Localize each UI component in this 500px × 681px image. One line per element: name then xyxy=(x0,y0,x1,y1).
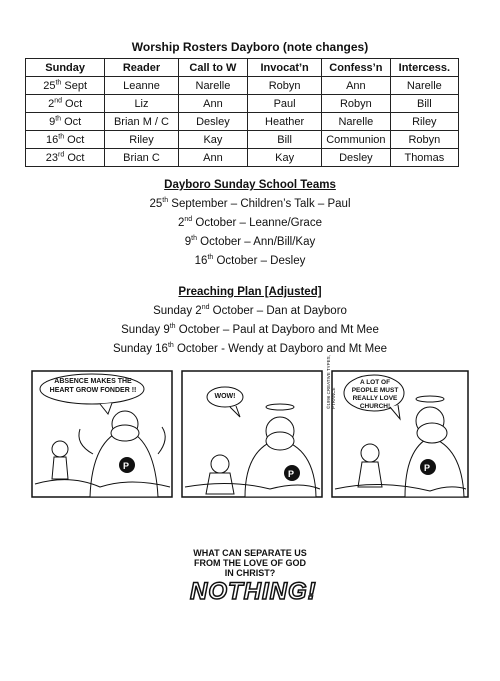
item-prefix: Sunday 16 xyxy=(112,343,168,355)
item-prefix: Sunday 2 xyxy=(153,305,202,317)
roster-cell: Kay xyxy=(178,131,247,149)
preaching-section xyxy=(0,283,500,359)
sunday-school-item xyxy=(0,233,500,252)
roster-cell: Desley xyxy=(322,149,391,167)
nothing-big-text: NOTHING! xyxy=(190,578,317,605)
sunday-school-item xyxy=(0,214,500,233)
nothing-graphic xyxy=(190,548,317,630)
roster-cell: Paul xyxy=(248,95,322,113)
roster-cell: Narelle xyxy=(390,77,458,95)
item-day: 9 xyxy=(184,236,192,248)
roster-date-cell xyxy=(26,95,105,113)
date-suffix: th xyxy=(55,114,62,122)
roster-cell: Narelle xyxy=(178,77,247,95)
item-suffix: th xyxy=(191,235,197,243)
date-month: Oct xyxy=(64,133,85,146)
item-text: October – Ann/Bill/Kay xyxy=(196,236,316,248)
nothing-question: WHAT CAN SEPARATE US FROM THE LOVE OF GOD IN CHRIST? xyxy=(193,548,307,578)
roster-cell: Brian M / C xyxy=(105,113,178,131)
roster-cell: Heather xyxy=(248,113,322,131)
sunday-school-item xyxy=(0,252,500,271)
item-suffix: th xyxy=(162,197,169,205)
item-suffix: th xyxy=(169,323,176,331)
item-text: October - Wendy at Dayboro and Mt Mee xyxy=(173,343,388,355)
date-month: Oct xyxy=(64,151,85,164)
item-text: September – Children’s Talk – Paul xyxy=(168,198,351,210)
sunday-school-item xyxy=(0,195,500,214)
date-day: 9 xyxy=(49,115,56,128)
roster-cell: Ann xyxy=(322,77,391,95)
sunday-school-heading: Dayboro Sunday School Teams xyxy=(164,179,336,191)
svg-text:P: P xyxy=(288,469,295,479)
item-suffix: th xyxy=(207,254,214,262)
item-day: 25 xyxy=(149,198,163,210)
roster-date-cell xyxy=(26,113,105,131)
roster-cell: Liz xyxy=(105,95,178,113)
item-suffix: nd xyxy=(201,304,210,312)
roster-cell: Robyn xyxy=(390,131,458,149)
roster-date-cell xyxy=(26,77,105,95)
roster-row xyxy=(26,95,459,113)
date-day: 25 xyxy=(43,79,56,92)
item-prefix: Sunday 9 xyxy=(121,324,170,336)
roster-header-row xyxy=(26,59,459,77)
roster-date-cell xyxy=(26,149,105,167)
preaching-item xyxy=(0,321,500,340)
preaching-item xyxy=(0,302,500,321)
col-intercession: Intercess. xyxy=(390,59,458,77)
item-suffix: th xyxy=(167,342,174,350)
col-invocation: Invocat’n xyxy=(248,59,322,77)
preaching-item xyxy=(0,340,500,359)
comic-credit: ©1996 CREATIVE TYPES, PTRANCE xyxy=(326,355,336,409)
item-day: 2 xyxy=(178,217,185,229)
item-suffix: nd xyxy=(184,216,193,224)
date-month: Oct xyxy=(61,115,82,128)
comic-strip xyxy=(30,355,470,499)
comic-panel-3-speech: A LOT OF PEOPLE MUST REALLY LOVE CHURCH! xyxy=(351,379,399,410)
col-confession: Confess’n xyxy=(322,59,391,77)
roster-table xyxy=(25,58,459,167)
col-call: Call to W xyxy=(178,59,247,77)
roster-cell: Robyn xyxy=(248,77,322,95)
roster-cell: Bill xyxy=(390,95,458,113)
roster-cell: Desley xyxy=(178,113,247,131)
date-day: 23 xyxy=(45,151,59,164)
roster-cell: Leanne xyxy=(105,77,178,95)
svg-text:P: P xyxy=(123,461,130,471)
date-suffix: nd xyxy=(54,96,62,104)
svg-text:P: P xyxy=(424,463,431,473)
date-suffix: th xyxy=(55,78,62,86)
roster-cell: Riley xyxy=(105,131,178,149)
roster-cell: Thomas xyxy=(390,149,458,167)
date-suffix: rd xyxy=(58,150,65,158)
roster-row xyxy=(26,131,459,149)
date-day: 16 xyxy=(46,133,59,146)
date-month: Oct xyxy=(62,97,83,110)
item-text: October – Leanne/Grace xyxy=(192,217,322,229)
roster-date-cell xyxy=(26,131,105,149)
roster-row xyxy=(26,149,459,167)
col-reader: Reader xyxy=(105,59,178,77)
item-day: 16 xyxy=(194,255,208,267)
roster-cell: Ann xyxy=(178,149,247,167)
item-text: October – Paul at Dayboro and Mt Mee xyxy=(175,324,379,336)
date-month: Sept xyxy=(61,79,88,92)
roster-cell: Communion xyxy=(322,131,391,149)
comic-panel-1-speech: ABSENCE MAKES THE HEART GROW FONDER !! xyxy=(49,378,137,394)
roster-cell: Robyn xyxy=(322,95,391,113)
preaching-heading: Preaching Plan [Adjusted] xyxy=(178,286,322,298)
roster-title: Worship Rosters Dayboro (note changes) xyxy=(131,40,369,54)
roster-row xyxy=(26,113,459,131)
item-text: October – Desley xyxy=(213,255,306,267)
date-day: 2 xyxy=(48,97,55,110)
roster-cell: Ann xyxy=(178,95,247,113)
roster-cell: Bill xyxy=(248,131,322,149)
roster-cell: Brian C xyxy=(105,149,178,167)
roster-row xyxy=(26,77,459,95)
comic-panel-2-speech: WOW! xyxy=(214,393,236,400)
roster-cell: Narelle xyxy=(322,113,391,131)
date-suffix: th xyxy=(58,132,65,140)
roster-cell: Kay xyxy=(248,149,322,167)
col-sunday: Sunday xyxy=(26,59,105,77)
sunday-school-section xyxy=(0,176,500,271)
item-text: October – Dan at Dayboro xyxy=(209,305,347,317)
roster-cell: Riley xyxy=(390,113,458,131)
